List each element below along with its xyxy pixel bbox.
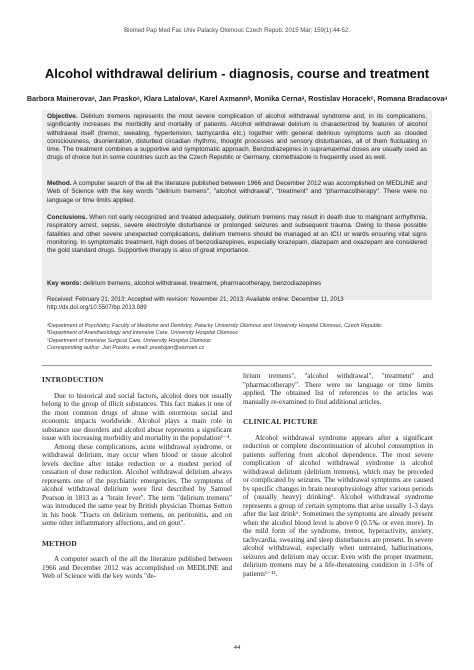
article-title: Alcohol withdrawal delirium - diagnosis, course and treatment <box>44 66 430 81</box>
abstract-conclusions <box>47 214 427 255</box>
keywords <box>47 280 427 287</box>
running-head: Biomed Pap Med Fac Univ Palacky Olomouc Czech Repub. 2015 Mar; 159(1):44-52. <box>124 28 350 34</box>
method-paragraph: A computer search of the all the literature published between 1966 and December 2012 was accomplished on MEDLINE and Web of Science with the key words "de- <box>42 555 232 580</box>
method-label: Method. <box>47 180 72 187</box>
keywords-text: delirium tremens, alcohol withdrawal, treatment, pharmacotherapy, benzodiazepines <box>81 280 322 287</box>
introduction-paragraph-1: Due to historical and social factors, alcohol does not usually belong to the group of illicit substances. This fact makes it one of the most common drugs of abuse with enormous social and economic impacts worldwide. Alcohol plays a main role in substance use disorders and alcohol abuse represents a significant issue with increasing morbidity and mortality in the population¹⁻⁴. <box>42 391 232 442</box>
page-number: 44 <box>233 644 241 651</box>
corresponding-author: Corresponding author: Jan Prasko, e-mail: praskojan@seznam.cz <box>47 345 205 352</box>
affiliation-a: ᵃDepartment of Psychiatry, Faculty of Medicine and Dentistry, Palacky University Olomouc and University Hospital Olomouc, Czech Republic <box>47 323 382 329</box>
introduction-paragraph-2: Among these complications, acute withdrawal syndrome, or withdrawal delirium, may occur when blood or tissue alcohol levels decline after intake reduction or a modest period of cessation of dose reduction. Alcohol withdrawal delirium always represents one of the psychiatric emergencies. The symptoms of alcohol withdrawal delirium were first described by Samuel Pearson in 1813 as a "brain fever". The term "delirium tremens" was introduced the same year by British physician Thomas Sutton in his book "Tracts on delirium tremens, on peritonitis, and on some other inflammatory affections, and on gout". <box>42 442 232 527</box>
left-column <box>42 372 232 581</box>
right-column <box>243 372 433 578</box>
method-heading: METHOD <box>42 538 77 548</box>
abstract-method <box>47 180 427 205</box>
received-dates: Received: February 21, 2013; Accepted with revision: November 21, 2013; Available online: December 11, 2013 <box>47 297 344 303</box>
section-divider <box>42 365 432 366</box>
objective-label: Objective. <box>47 113 78 120</box>
keywords-label: Key words: <box>47 280 82 287</box>
clinical-picture-heading: CLINICAL PICTURE <box>243 417 318 426</box>
abstract-objective <box>47 113 427 163</box>
affiliations <box>47 323 432 353</box>
affiliation-c: ᶜDepartment of Intensive Surgical Care, University Hospital Olomouc <box>47 337 212 344</box>
method-text: A computer search of the all the literature published between 1966 and December 2012 was accomplished on MEDLINE and Web of Science with the key words "delirium tremens", "alcohol withdrawal", "treatment" and "pharmacotherapy". There were no language or time limits applied. <box>47 180 427 204</box>
conclusions-text: When not early recognized and treated adequately, delirium tremens may result in death due to malignant arrhythmia, respiratory arrest, sepsis, severe electrolyte disturbance or prolonged seizures and subsequent trauma. Owing to these possible fatalities and other severe unexpected complications, delirium tremens should be managed at an ICU or wards ensuring vital signs monitoring. In symptomatic treatment, high doses of benzodiazepines, especially lorazepam, diazepam and oxazepam are considered the gold standard drugs. Supportive therapy is also of great importance. <box>47 214 427 255</box>
clinical-paragraph-1: Alcohol withdrawal syndrome appears after a significant reduction or complete discontinuation of alcohol consumption in patients suffering from alcohol dependence. The most severe complication of alcohol withdrawal syndrome is alcohol withdrawal delirium (delirium tremens), which may be preceded or complicated by seizures. The withdrawal symptoms are caused by specific changes in brain neurophysiology after various periods of (usually heavy) drinking⁵. Alcohol withdrawal syndrome represents a group of certain symptoms that arise usually 1-3 days after the last drink⁶. Sometimes the symptoms are already present when the alcohol blood level is above 0 (0.5‰ or even more). In the mild form of the syndrome, tremor, hyperactivity, anxiety, tachycardia, sweating and sleep disturbances are present. In severe alcohol withdrawal, especially when untreated, hallucinations, seizures and delirium may occur. Even with the proper treatment, delirium tremens may be a life-threatening condition in 1-5% of patients⁶⁻¹². <box>243 433 433 578</box>
introduction-heading: INTRODUCTION <box>42 375 104 384</box>
conclusions-label: Conclusions. <box>47 214 88 221</box>
affiliation-b: ᵇDepartment of Anesthesiology and Intensive Care, University Hospital Olomouc <box>47 330 239 337</box>
method-continuation: lirium tremens", "alcohol withdrawal", "treatment" and "pharmacotherapy". There were no language or time limits applied. The obtained list of references to the articles was manually re-examined to find additional articles. <box>243 372 433 406</box>
doi-link[interactable]: http://dx.doi.org/10.5507/bp.2013.089 <box>47 305 147 311</box>
author-list: Barbora Mainerovaᵃ, Jan Praskoᵃ, Klara Latalovaᵃ, Karel Axmannᵇ, Monika Cernaᵃ, Rostislav Horacekᶜ, Romana Bradacovaᵃ <box>26 94 448 103</box>
objective-text: Delirium tremens represents the most severe complication of alcohol withdrawal syndrome and, in its complications, significantly increases the morbidity and mortality of patients. Alcohol withdrawal delirium is characterized by features of alcohol withdrawal itself (tremor, sweating, hypertension, tachycardia etc.) together with general delirious symptoms such as clouded consciousness, disorientation, disturbed circadian rhythms, thought processes and sensory disturbances, all of them fluctuating in time. The treatment combines a supportive and symptomatic approach. Benzodiazepines in supramaximal doses are usually used as drugs of choice but in some countries such as the Czech Republic or Germany, clomethiazole is frequently used as well. <box>47 113 427 162</box>
received-block <box>47 296 427 312</box>
